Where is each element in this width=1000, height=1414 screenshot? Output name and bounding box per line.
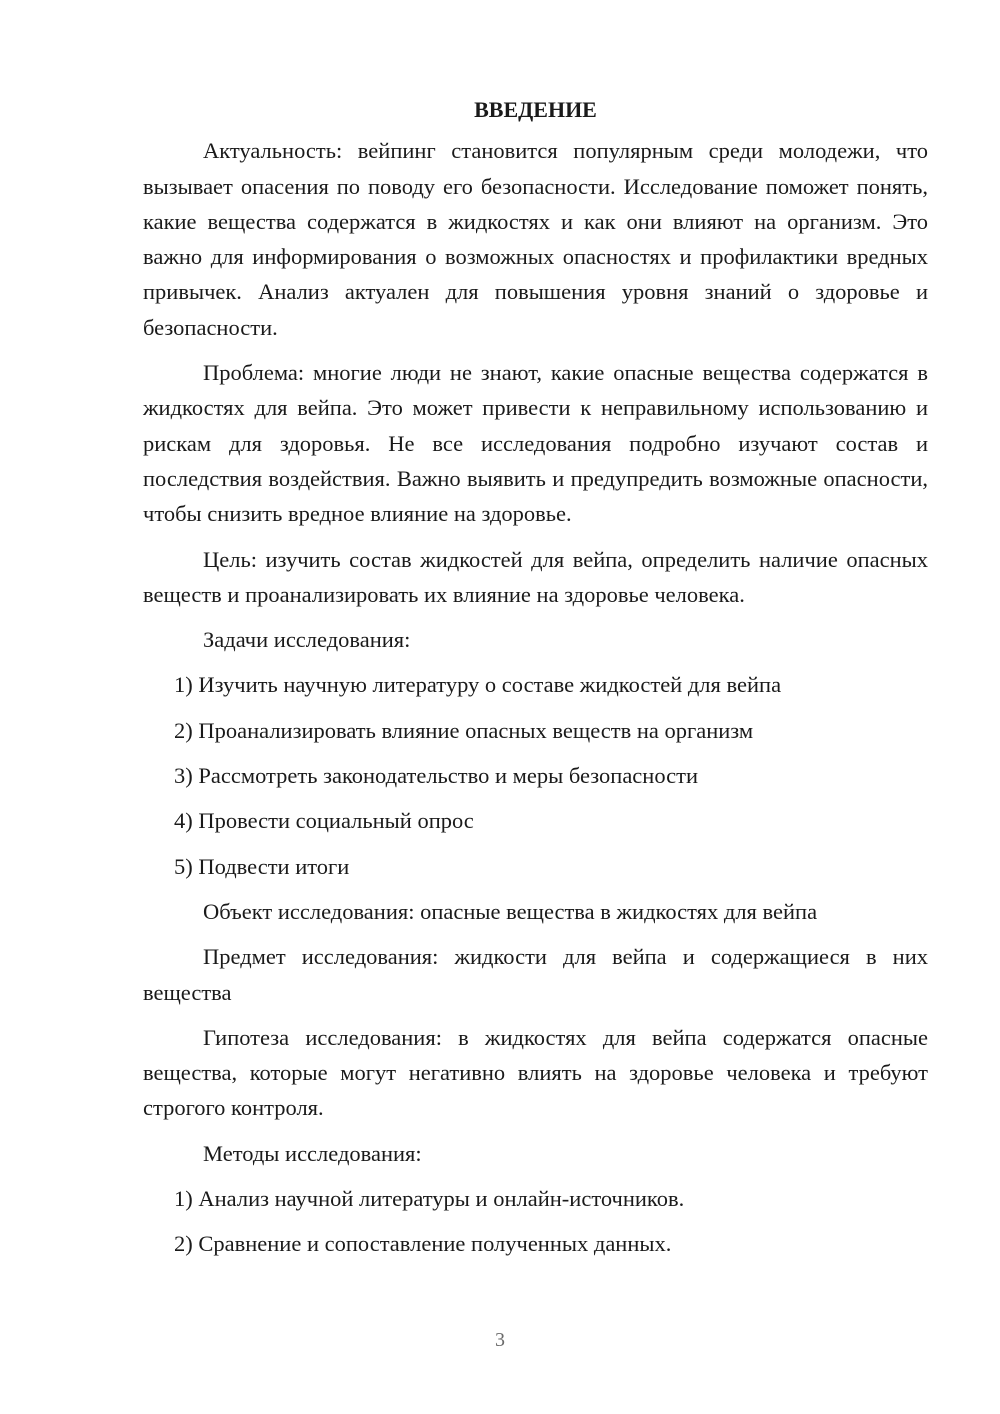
- methods-heading: Методы исследования:: [203, 1140, 422, 1166]
- problem-paragraph: Проблема: многие люди не знают, какие опасные вещества содержатся в жидкостях для вейпа. Это может привести к неправильному использованию и рискам для здоровья. Не все исследования подробно изучают состав и последствия воздействия. Важно выявить и предупредить возможные опасности, чтобы снизить вредное влияние на здоровье.: [143, 360, 928, 527]
- task-item: 5) Подвести итоги: [174, 853, 350, 879]
- task-item: 1) Изучить научную литературу о составе жидкостей для вейпа: [174, 672, 782, 698]
- subject-paragraph: Предмет исследования: жидкости для вейпа и содержащиеся в них вещества: [143, 944, 928, 1005]
- method-item: 2) Сравнение и сопоставление полученных данных.: [174, 1231, 672, 1257]
- goal-paragraph: Цель: изучить состав жидкостей для вейпа, определить наличие опасных веществ и проанализировать их влияние на здоровье человека.: [143, 546, 928, 607]
- object-line: Объект исследования: опасные вещества в жидкостях для вейпа: [203, 898, 818, 924]
- relevance-paragraph: Актуальность: вейпинг становится популярным среди молодежи, что вызывает опасения по поводу его безопасности. Исследование поможет понять, какие вещества содержатся в жидкостях и как они влияют на организм. Это важно для информирования о возможных опасностях и профилактики вредных привычек. Анализ актуален для повышения уровня знаний о здоровье и безопасности.: [143, 138, 928, 340]
- task-item: 2) Проанализировать влияние опасных веществ на организм: [174, 717, 754, 743]
- page-number: 3: [495, 1329, 505, 1351]
- task-item: 3) Рассмотреть законодательство и меры безопасности: [174, 763, 699, 789]
- tasks-heading: Задачи исследования:: [203, 627, 411, 653]
- hypothesis-paragraph: Гипотеза исследования: в жидкостях для вейпа содержатся опасные вещества, которые могут негативно влиять на здоровье человека и требуют строгого контроля.: [143, 1024, 928, 1121]
- section-title: ВВЕДЕНИЕ: [474, 97, 597, 122]
- page-body: [143, 92, 928, 1272]
- task-item: 4) Провести социальный опрос: [174, 808, 474, 834]
- method-item: 1) Анализ научной литературы и онлайн-источников.: [174, 1186, 685, 1212]
